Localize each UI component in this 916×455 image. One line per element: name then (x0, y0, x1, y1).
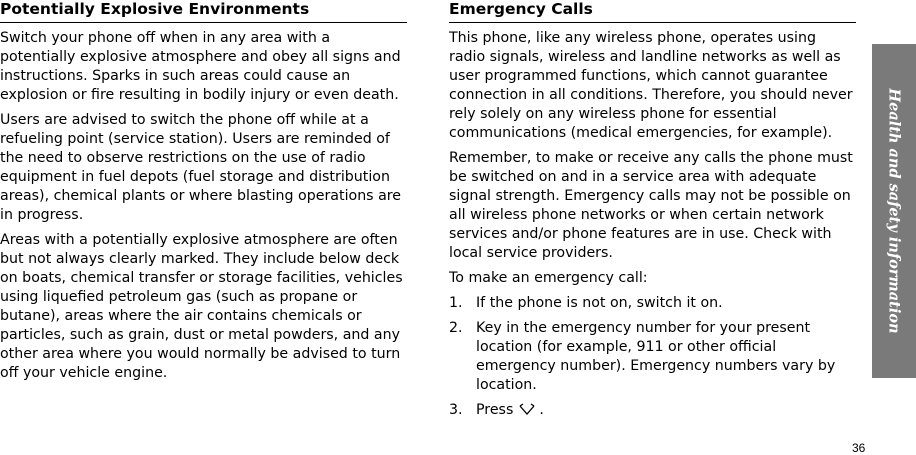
step-text-press: Press (476, 402, 514, 418)
side-section-tab (872, 44, 916, 378)
page-number: 36 (852, 441, 866, 455)
list-item (449, 401, 856, 424)
step-number: 1. (449, 295, 463, 311)
paragraph: Areas with a potentially explosive atmosphere are often but not always clearly marked. They include below deck on boats, chemical transfer or storage facilities, vehicles using liquefied petroleum gas (such as propane or butane), areas where the air contains chemicals or particles, such as grain, dust or metal powders, and any other area where you would normally be advised to turn off your vehicle engine. (0, 232, 403, 381)
step-number: 2. (449, 320, 463, 336)
section-title-emergency: Emergency Calls (449, 0, 593, 18)
right-column (449, 0, 856, 430)
section-title-explosive: Potentially Explosive Environments (0, 0, 310, 18)
step-text (476, 401, 856, 424)
step-number: 3. (449, 402, 463, 418)
paragraph: Users are advised to switch the phone off while at a refueling point (service station). Users are reminded of the need to observe restrictions on the use of radio equipment in fuel depots (fuel storage and distribution areas), chemical plants or where blasting operations are in progress. (0, 112, 402, 223)
emergency-steps-list (449, 294, 856, 424)
side-tab-label: Health and safety information (885, 88, 903, 334)
paragraph: This phone, like any wireless phone, operates using radio signals, wireless and landline networks as well as user programmed functions, which cannot guarantee connection in all conditions. Therefore, you should never rely solely on any wireless phone for essential communications (medical emergencies, for example). (449, 30, 853, 141)
list-item (449, 319, 856, 395)
paragraph: Remember, to make or receive any calls the phone must be switched on and in a service area with adequate signal strength. Emergency calls may not be possible on all wireless phone networks or when certain network services and/or phone features are in use. Check with local service providers. (449, 150, 853, 261)
send-key-icon (517, 402, 537, 424)
step-text: If the phone is not on, switch it on. (476, 295, 723, 311)
paragraph: Switch your phone off when in any area with a potentially explosive atmosphere and obey all signs and instructions. Sparks in such areas could cause an explosion or fire resulting in bodily injury or even death. (0, 30, 401, 103)
step-text: Key in the emergency number for your present location (for example, 911 or other official emergency number). Emergency numbers vary by location. (476, 320, 836, 393)
paragraph: To make an emergency call: (449, 270, 648, 286)
step-text-period: . (539, 402, 544, 418)
title-divider (0, 22, 407, 23)
left-column (0, 0, 407, 389)
list-item (449, 294, 856, 313)
title-divider (449, 22, 856, 23)
